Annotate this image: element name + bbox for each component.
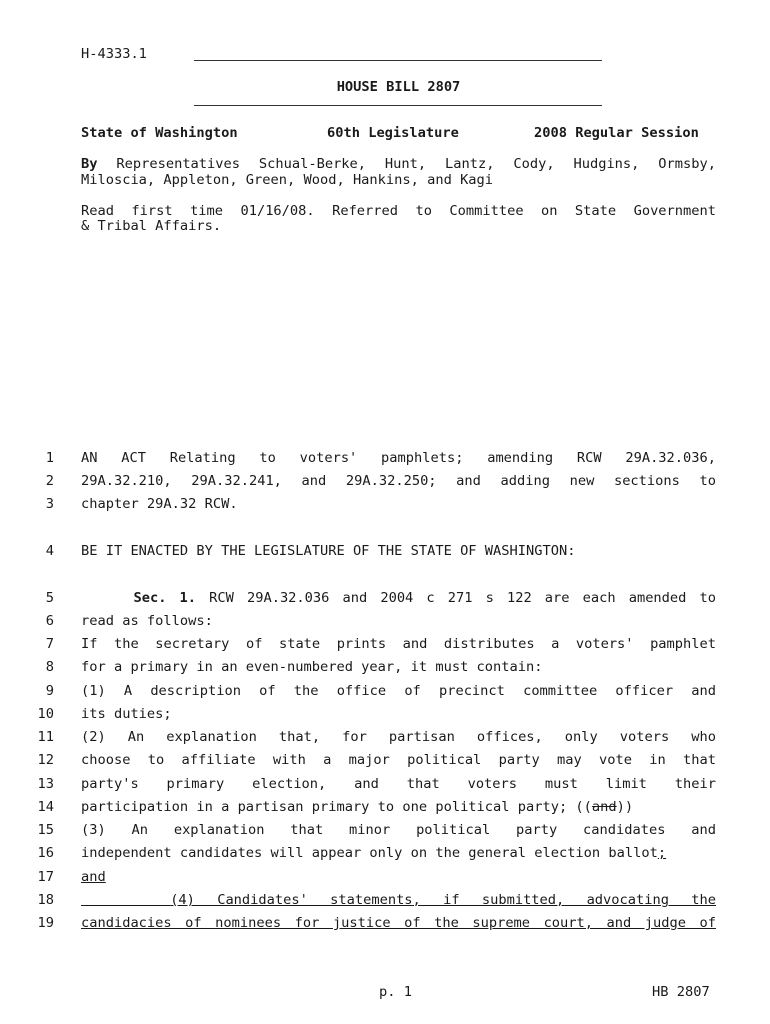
line-number: 11: [37, 729, 54, 745]
line-number: 10: [37, 706, 54, 722]
section-heading-text: RCW 29A.32.036 and 2004 c 271 s 122 are each amended to: [196, 590, 716, 606]
line-number: 12: [37, 752, 54, 768]
line-number: 6: [45, 613, 54, 629]
line-number: 8: [45, 659, 54, 675]
line-number: 7: [45, 636, 54, 652]
inserted-text: candidacies of nominees for justice of the supreme court, and judge of: [81, 915, 716, 931]
body-line: party's primary election, and that voters must limit their: [81, 776, 716, 792]
deleted-text: and: [591, 799, 617, 815]
body-line: 29A.32.210, 29A.32.241, and 29A.32.250; and adding new sections to: [81, 473, 716, 489]
line-number: 2: [45, 473, 54, 489]
body-line: [81, 869, 721, 885]
inserted-text: ;: [657, 845, 667, 861]
line-number: 5: [45, 590, 54, 606]
body-line: AN ACT Relating to voters' pamphlets; amending RCW 29A.32.036,: [81, 450, 716, 466]
session: 2008 Regular Session: [534, 125, 699, 141]
body-line: (2) An explanation that, for partisan offices, only voters who: [81, 729, 716, 745]
body-line: read as follows:: [81, 613, 213, 629]
body-line-text: independent candidates will appear only on the general election ballot: [81, 845, 658, 861]
section-heading: [81, 590, 716, 606]
read-first-line-1: Read first time 01/16/08. Referred to Committee on State Government: [81, 203, 716, 219]
sponsors-line-2: Miloscia, Appleton, Green, Wood, Hankins, and Kagi: [81, 172, 494, 188]
body-line: (1) A description of the office of precinct committee officer and: [81, 683, 716, 699]
body-line: its duties;: [81, 706, 172, 722]
document-id: H-4333.1: [81, 46, 147, 62]
state-name: State of Washington: [81, 125, 238, 141]
body-line: [81, 799, 721, 815]
line-number: 1: [45, 450, 54, 466]
body-line-text: )): [616, 799, 634, 815]
bill-title: HOUSE BILL 2807: [336, 79, 461, 95]
header-rule-bottom: [194, 105, 602, 106]
body-line: [81, 892, 716, 908]
body-line: (3) An explanation that minor political party candidates and: [81, 822, 716, 838]
line-number: 4: [45, 543, 54, 559]
inserted-text: (4) Candidates' statements, if submitted, advocating the: [170, 892, 716, 908]
body-line: choose to affiliate with a major political party may vote in that: [81, 752, 716, 768]
body-line: chapter 29A.32 RCW.: [81, 496, 238, 512]
body-line: [81, 845, 721, 861]
legislature: 60th Legislature: [327, 125, 459, 141]
section-number: Sec. 1.: [133, 590, 197, 606]
page-number: p. 1: [379, 984, 412, 1000]
inserted-text: and: [81, 869, 106, 885]
line-number: 19: [37, 915, 54, 931]
line-number: 17: [37, 869, 54, 885]
body-line-text: participation in a partisan primary to one political party; ((: [81, 799, 592, 815]
enacting-clause: BE IT ENACTED BY THE LEGISLATURE OF THE STATE OF WASHINGTON:: [81, 543, 576, 559]
sponsors-text-1: Representatives Schual-Berke, Hunt, Lantz, Cody, Hudgins, Ormsby,: [116, 156, 716, 172]
sponsors-line-1: [81, 156, 716, 172]
line-number: 3: [45, 496, 54, 512]
body-line: If the secretary of state prints and distributes a voters' pamphlet: [81, 636, 716, 652]
read-first-line-2: & Tribal Affairs.: [81, 218, 222, 234]
line-number: 18: [37, 892, 54, 908]
line-number: 16: [37, 845, 54, 861]
line-number: 9: [45, 683, 54, 699]
by-label: By: [81, 156, 98, 172]
header-rule-top: [194, 60, 602, 61]
line-number: 14: [37, 799, 54, 815]
footer-bill-id: HB 2807: [652, 984, 710, 1000]
line-number: 13: [37, 776, 54, 792]
line-number: 15: [37, 822, 54, 838]
body-line: for a primary in an even-numbered year, it must contain:: [81, 659, 543, 675]
